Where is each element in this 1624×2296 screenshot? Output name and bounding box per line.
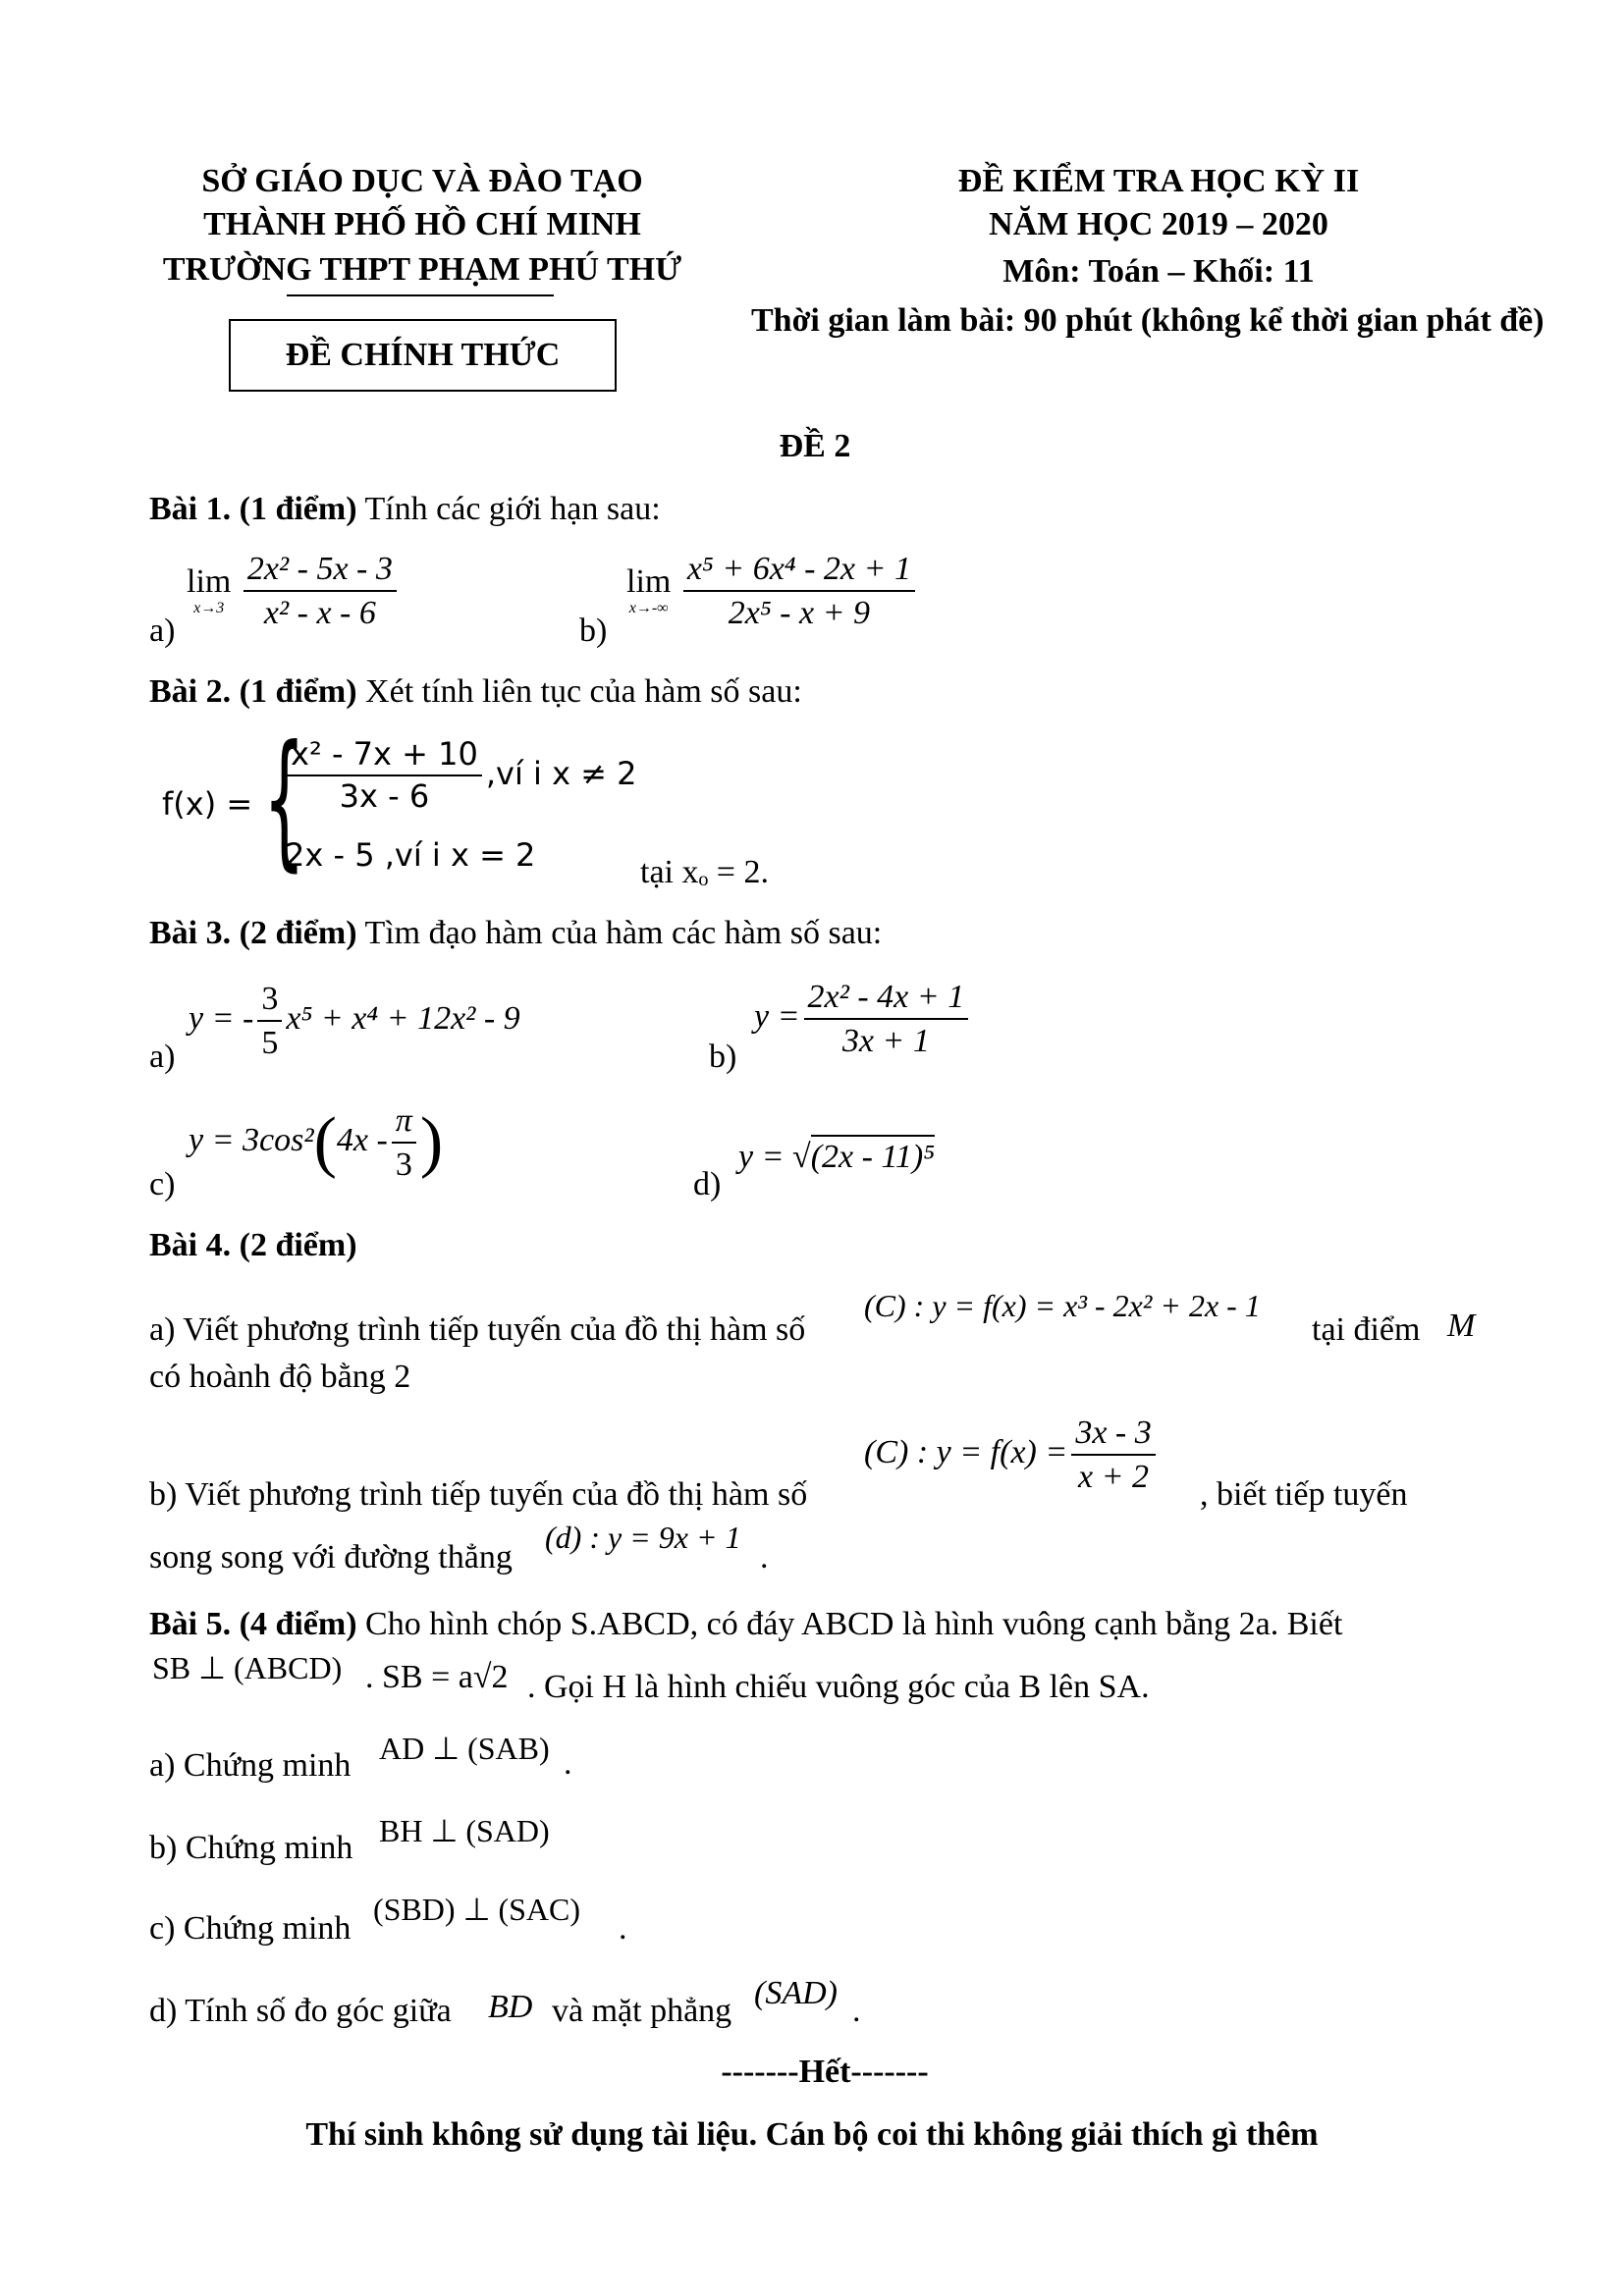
bai5-d-dot: . bbox=[852, 1993, 861, 2029]
bai5-heading: Bài 5. (4 điểm) Cho hình chóp S.ABCD, có đáy ABCD là hình vuông cạnh bằng 2a. Biết bbox=[149, 1606, 1343, 1642]
bai5-d-bd: BD bbox=[488, 1989, 533, 2025]
bai3-d-expr: y = √(2x - 11)⁵ bbox=[738, 1139, 935, 1176]
bai4-b-func: (C) : y = f(x) = $\frac{3x - 3}{x + 2}$ bbox=[864, 1414, 1160, 1496]
bai3-b-label: b) bbox=[709, 1039, 737, 1075]
bai3-c-label: c) bbox=[149, 1166, 176, 1202]
bai3-d-label: d) bbox=[693, 1166, 722, 1202]
bai3-heading: Bài 3. (2 điểm) Tìm đạo hàm của hàm các hàm số sau: bbox=[149, 915, 883, 951]
bai5-a-math: AD ⊥ (SAB) bbox=[379, 1731, 550, 1766]
footer-note: Thí sinh không sử dụng tài liệu. Cán bộ coi thi không giải thích gì thêm bbox=[305, 2116, 1319, 2153]
bai2-brace: { bbox=[263, 715, 305, 885]
bai3-a-expr: y = - $\frac{3}{5}$ x⁵ + x⁴ + 12x² - 9 bbox=[189, 981, 520, 1062]
bai4-a-tail: tại điểm bbox=[1312, 1311, 1421, 1348]
end-marker: -------Hết------- bbox=[721, 2054, 929, 2090]
bai4-a-func: (C) : y = f(x) = x³ - 2x² + 2x - 1 bbox=[864, 1288, 1261, 1323]
bai5-a-text: a) Chứng minh bbox=[149, 1747, 352, 1784]
bai2-point: tại xₒ = 2. bbox=[640, 854, 769, 890]
bai2-case2: 2x - 5 ,ví i x = 2 bbox=[285, 836, 536, 874]
bai5-d-text: d) Tính số đo góc giữa bbox=[149, 1993, 452, 2029]
bai4-a-point: M bbox=[1447, 1308, 1476, 1344]
exam-title: ĐỀ KIỂM TRA HỌC KỲ II bbox=[957, 163, 1360, 199]
city-name: THÀNH PHỐ HỒ CHÍ MINH bbox=[203, 206, 641, 242]
school-name: TRƯỜNG THPT PHẠM PHÚ THỨ bbox=[162, 251, 682, 288]
bai1-a-label: a) bbox=[149, 613, 176, 649]
bai4-b-tail: , biết tiếp tuyến bbox=[1200, 1476, 1408, 1513]
bai2-heading: Bài 2. (1 điểm) Xét tính liên tục của hàm số sau: bbox=[149, 673, 802, 710]
subject-grade: Môn: Toán – Khối: 11 bbox=[1002, 253, 1315, 290]
bai4-a-line2: có hoành độ bằng 2 bbox=[149, 1359, 411, 1395]
bai5-a-dot: . bbox=[564, 1745, 572, 1782]
bai5-d-plane: (SAD) bbox=[754, 1975, 838, 2011]
bai2-fx: f(x) = bbox=[162, 785, 253, 823]
bai2-case1: $\frac{\text{x² - 7x + 10}}{3x - 6}$ ,ví i x ≠ 2 bbox=[283, 736, 637, 815]
bai5-b-math: BH ⊥ (SAD) bbox=[379, 1813, 550, 1848]
bai1-heading: Bài 1. (1 điểm) Tính các giới hạn sau: bbox=[149, 491, 661, 527]
bai5-c-dot: . bbox=[619, 1910, 627, 1947]
bai5-text2: . Gọi H là hình chiếu vuông góc của B lên SA. bbox=[527, 1669, 1150, 1705]
bai5-c-math: (SBD) ⊥ (SAC) bbox=[373, 1892, 580, 1927]
bai1-b-label: b) bbox=[579, 613, 608, 649]
bai5-c-text: c) Chứng minh bbox=[149, 1910, 352, 1947]
bai3-b-expr: y = $\frac{\text{2x² - 4x + 1}}{3x + 1}$ bbox=[754, 978, 972, 1060]
bai5-cond2: . SB = a√2 bbox=[365, 1659, 509, 1695]
bai5-d-mid: và mặt phẳng bbox=[552, 1993, 732, 2029]
bai3-a-label: a) bbox=[149, 1039, 176, 1075]
bai5-cond1: SB ⊥ (ABCD) bbox=[152, 1650, 343, 1685]
official-label: ĐỀ CHÍNH THỨC bbox=[285, 337, 561, 373]
school-year: NĂM HỌC 2019 – 2020 bbox=[989, 206, 1328, 242]
bai5-b-text: b) Chứng minh bbox=[149, 1830, 353, 1866]
time-limit: Thời gian làm bài: 90 phút (không kể thời gian phát đề) bbox=[751, 302, 1544, 339]
bai4-heading: Bài 4. (2 điểm) bbox=[149, 1227, 357, 1263]
bai4-b-line: (d) : y = 9x + 1 bbox=[545, 1520, 741, 1555]
bai4-a-text: a) Viết phương trình tiếp tuyến của đồ thị hàm số bbox=[149, 1311, 806, 1348]
school-underline bbox=[287, 294, 554, 296]
dept-name: SỞ GIÁO DỤC VÀ ĐÀO TẠO bbox=[201, 163, 643, 199]
bai4-b-text: b) Viết phương trình tiếp tuyến của đồ thị hàm số bbox=[149, 1476, 808, 1513]
bai4-b-line2: song song với đường thẳng bbox=[149, 1539, 513, 1575]
bai3-c-expr: y = 3cos²(4x - $\frac{\pi}{3}$ ) bbox=[189, 1102, 444, 1184]
bai1-b-expr: lim x→-∞ $\frac{\text{x⁵ + 6x⁴ - 2x + 1}}{\text{2x⁵ - x + 9}}$ bbox=[626, 550, 919, 632]
exam-code: ĐỀ 2 bbox=[779, 428, 851, 464]
bai1-a-expr: lim x→3 $\frac{\text{2x² - 5x - 3}}{\text{x² - x - 6}}$ bbox=[187, 550, 401, 632]
bai4-b-dot: . bbox=[760, 1539, 769, 1575]
